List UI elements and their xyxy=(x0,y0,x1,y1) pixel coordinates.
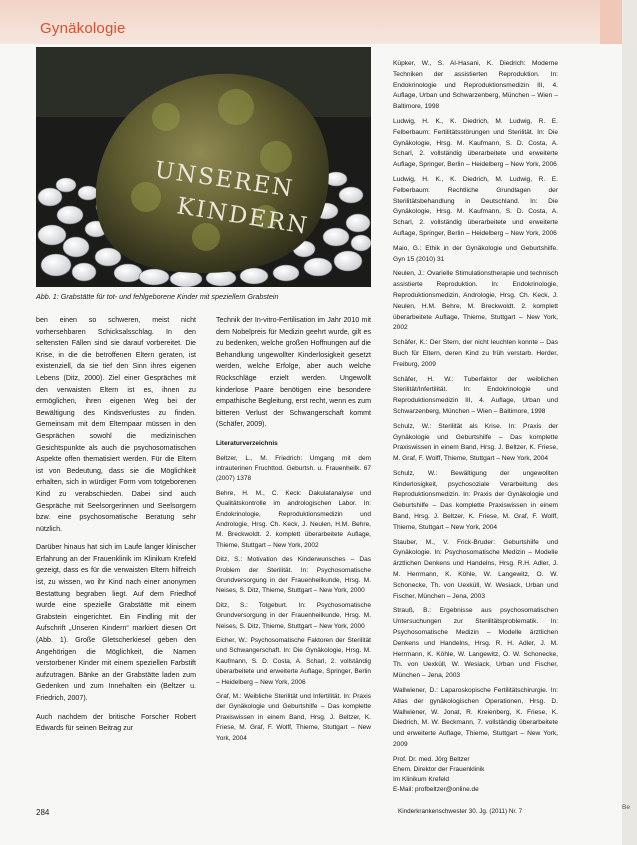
next-page-fragment: Be xyxy=(622,804,630,811)
next-page-edge xyxy=(600,0,622,44)
reference-item: Ditz, S.: Totgeburt. In: Psychosomatische Grundversorgung in der Frauenheilkunde, Hrsg. M. Neises, S. Ditz, Thieme, Stuttgart – New York, 2000 xyxy=(216,601,371,630)
reference-item: Schäfer, H. W.: Tuberfaktor der weiblichen Sterilität/Infertilität. In: Endokrinologie und Reproduktionsmedizin III, 4. Auflage, Urban und Schwarzenberg, München – Wien – Baltimore, 1998 xyxy=(393,375,558,415)
body-column-1 xyxy=(36,315,196,742)
stone-inscription-2: KINDERN xyxy=(175,193,311,240)
reference-item: Schulz, W.: Sterilität als Krise. In: Praxis der Gynäkologie und Geburtshilfe – Das komplette Praxiswissen in einem Band, Hrsg. J. Beltzer, K. Friese, M. Graf, F. Wolff, Thieme, Stuttgart – New York, 2004 xyxy=(393,422,558,463)
reference-item: Ditz, S.: Motivation des Kinderwunsches – Das Problem der Sterilität. In: Psychosomatische Grundversorgung in der Frauenheilkunde, Hrsg. M. Neises, S. Ditz, Thieme, Stuttgart – New York, 2000 xyxy=(216,556,371,595)
reference-item: Ludwig, H. K., K. Diedrich, M. Ludwig, R. E. Felberbaum: Rechtliche Grundlagen der Sterilitätsbehandlung in Deutschland. In: Die Gynäkologie, Hrsg. M. Kaufmann, S. D. Costa, A. Scharl, 2. vollständig überarbeitete und erweiterte Auflage, Springer, Berlin – Heidelberg – New York, 2006 xyxy=(393,175,558,237)
gravestone-photo xyxy=(36,47,371,287)
paragraph: ben einen so schweren, meist nicht vorhersehbaren Schicksalsschlag. In den seltensten Fällen sind sie darauf vorbereitet. Die Krise, in die die betroffenen Eltern geraten, ist existenziell, da sie tief den Sinn ihres eigenen Lebens (Ditz, 2000). Ziel einer Gespräches mit den verwaisten Eltern ist es, ihnen zu ermöglichen, ihren eigenen Weg bei der Bewältigung des Kindsverlustes zu finden. Gemeinsam mit dem Elternpaar müssen in den Gesprächen sowohl die medizinischen Gesichtspunkte als auch die psychosomatischen Aspekte offen thematisiert werden. Für die Eltern ist von Bedeutung, dass sie die Möglichkeit erhalten, sich in würdiger Form vom totgeborenen Kind zu verabschieden. Dabei sind auch Gespräche mit Seelsorgerinnen und Seelsorgern bzw. eine psychosomatische Beratung sehr nützlich. xyxy=(36,316,196,533)
reference-item: Schulz, W.: Bewältigung der ungewollten Kinderlosigkeit, psychosoziale Verarbeitung des Reproduktionsmedizin. In: Praxis der Gynäkologie und Geburtshilfe – Das komplette Praxiswissen in einem Band, Hrsg. J. Beltzer, K. Friese, M. Graf, F. Wolff, Thieme, Stuttgart – New York, 2004 xyxy=(393,469,558,531)
author-affiliation: Im Klinikum Krefeld xyxy=(393,775,449,783)
references-heading: Literaturverzeichnis xyxy=(216,439,278,447)
reference-item: Stauber, M., V. Frick-Bruder: Geburtshilfe und Gynäkologie. In: Psychosomatische Medizin – Modelle ärztlichen Denkens und Handelns, Hrsg. R.H. Adler, J. M. Herrmann, K. Köhle, W. Langewitz, O. W. Schonecke, Th. von Uexküll, W. Wesiack, Urban und Fischer, München – Jena, 2003 xyxy=(393,538,558,600)
author-name: Prof. Dr. med. Jörg Beltzer xyxy=(393,755,470,763)
author-email: E-Mail: profbeltzer@online.de xyxy=(393,785,479,793)
figure-caption: Abb. 1: Grabstätte für tot- und fehlgeborene Kinder mit speziellem Grabstein xyxy=(36,292,279,301)
gravestone-illustration xyxy=(36,47,371,287)
references-column xyxy=(393,59,558,795)
reference-item: Strauß, B.: Ergebnisse aus psychosomatischen Untersuchungen zur Sterilitätsproblematik. In: Psychosomatische Medizin – Modelle ärztlichen Denkens und Handelns, Hrsg. R. H. Adler, J. M. Herrmann, K. Köhle, W. Langewitz, O. W. Schonecke, Th. von Uexküll, W. Wesiack, Urban und Fischer, München – Jena, 2003 xyxy=(393,607,558,680)
paragraph: Auch nachdem der britische Forscher Robert Edwards für seinen Beitrag zur xyxy=(36,712,196,733)
body-column-2 xyxy=(216,315,371,748)
reference-item: Schäfer, K.: Der Stern, der nicht leuchten konnte – Das Buch für Eltern, deren Kind zu früh verstarb. Herder, Freiburg, 2009 xyxy=(393,339,558,368)
reference-item: Graf, M.: Weibliche Sterilität und Infertilität. In: Praxis der Gynäkologie und Geburtshilfe – Das komplette Praxiswissen in einem Band, Hrsg. J. Beltzer, K. Friese, M. Graf, F. Wolff, Thieme, Stuttgart – New York, 2004 xyxy=(216,693,371,742)
author-position: Ehem. Direktor der Frauenklinik xyxy=(393,765,485,773)
stone-inscription-1: UNSEREN xyxy=(153,157,296,203)
reference-item: Beltzer, L., M. Friedrich: Umgang mit dem intrauterinen Fruchttod. Geburtsh. u. Frauenheilk. 67 (2007) 1378 xyxy=(216,454,371,483)
reference-item: Maio, G.: Ethik in der Gynäkologie und Geburtshilfe. Gyn 15 (2010) 31 xyxy=(393,244,558,263)
section-title: Gynäkologie xyxy=(40,20,126,37)
reference-item: Ludwig, H. K., K. Diedrich, M. Ludwig, R. E. Felberbaum: Fertilitätsstörungen und Sterilität. In: Die Gynäkologie, Hrsg. M. Kaufmann, S. D. Costa, A. Scharl, 2. vollständig überarbeitete und erweiterte Auflage, Springer, Berlin – Heidelberg – New York, 2006 xyxy=(393,117,558,169)
paragraph: Darüber hinaus hat sich im Laufe langer klinischer Erfahrung an der Frauenklinik im Klinikum Krefeld gezeigt, dass es für die verwaisten Eltern hilfreich ist, zu wissen, wo ihr Kind nach einer anonymen Bestattung begraben liegt. Auf dem Friedhof wurde eine spezielle Grabstätte mit einem Grabstein eingerichtet. Ein Findling mit der Aufschrift „Unseren Kindern“ markiert diesen Ort (Abb. 1). Große Gletscherkiesel geben den Angehörigen die Möglichkeit, die Namen verstorbener Kinder mit einem speziellen Farbstift aufzutragen. Bänke an der Grabstätte laden zum Gedenken und zum Innehalten ein (Beltzer u. Friedrich, 2007). xyxy=(36,543,196,702)
reference-item: Eicher, W.: Psychosomatische Faktoren der Sterilität und Schwangerschaft. In: Die Gynäkologie, Hrsg. M. Kaufmann, S. D. Costa, A. Scharl, 2. vollständig überarbeitete und erweiterte Auflage, Springer, Berlin – Heidelberg – New York, 2006 xyxy=(216,637,371,686)
reference-item: Neulen, J.: Ovarielle Stimulationstherapie und technisch assistierte Reproduktion. In: Endokrinologie, Reproduktionsmedizin, Andrologie, Hrsg. Ch. Keck, J. Neulen, H.M. Behre, M. Breckwoldt. 2. komplett überarbeitete Auflage, Thieme, Stuttgart – New York, 2002 xyxy=(393,270,558,332)
page-number: 284 xyxy=(36,808,50,817)
author-info xyxy=(393,755,558,795)
reference-item: Wallwiener, D.: Laparoskopische Fertilitätschirurgie. In: Atlas der gynäkologischen Operationen, Hrsg. D. Wallwiener, W. Jonat, R. Kreienberg, K. Friese, K. Diedrich, M. W. Beckmann, 7. vollständig überarbeitete und erweiterte Auflage, Thieme, Stuttgart – New York, 2009 xyxy=(393,687,558,749)
page-edge xyxy=(622,0,637,845)
reference-item: Behre, H. M., C. Keck: Dakulatanalyse und Qualitätskontrolle im andrologischen Labor. In: Endokrinologie, Reproduktionsmedizin und Andrologie, Hrsg. Ch. Keck, J. Neulen, H.M. Behre, M. Breckwoldt. 2. komplett überarbeitete Auflage, Thieme, Stuttgart – New York, 2002 xyxy=(216,489,371,549)
journal-footer: Kinderkrankenschwester 30. Jg. (2011) Nr. 7 xyxy=(398,808,523,815)
paragraph: Technik der In-vitro-Fertilisation im Jahr 2010 mit dem Nobelpreis für Medizin geehrt wurde, gilt es zu bedenken, welche großen Hoffnungen auf die Behandlung ungewollter Kinderlosigkeit gesetzt werden, welche Erfolge, aber auch welche Rückschläge erzielt werden. Ungewollt kinderlose Paare benötigen eine besondere empathische Begleitung, erst recht, wenn es zum bitteren Verlust der Schwangerschaft kommt (Schäfer, 2009). xyxy=(216,316,371,429)
reference-item: Küpker, W., S. Al-Hasani, K. Diedrich: Moderne Techniken der assistierten Reproduktion. In: Endokrinologie und Reproduktionsmedizin III, 4. Auflage, Urban und Schwarzenberg, München – Wien – Baltimore, 1998 xyxy=(393,60,558,111)
